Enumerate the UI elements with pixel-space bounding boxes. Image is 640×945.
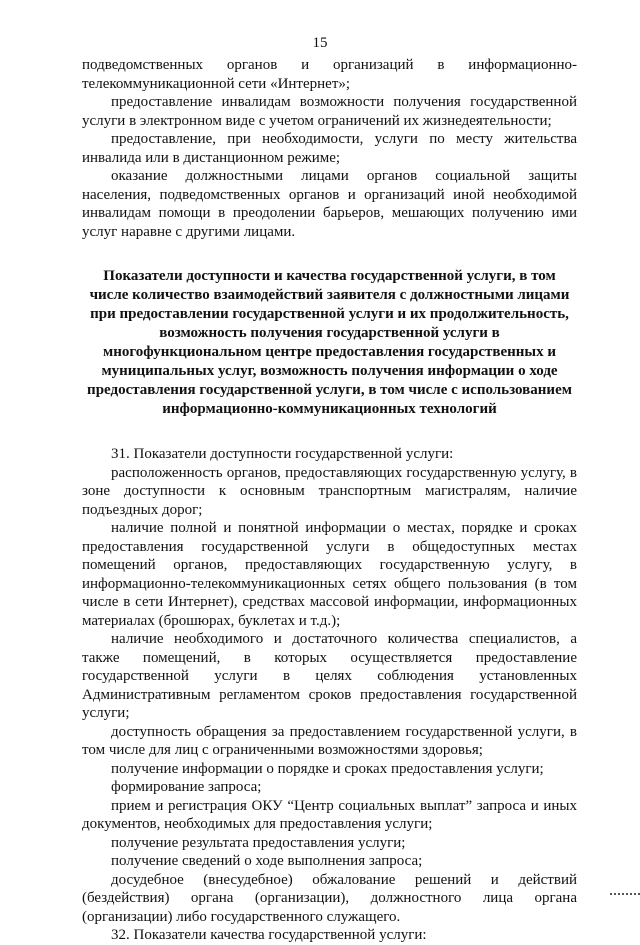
paragraph: получение результата предоставления услуги; — [111, 834, 406, 851]
page-number: 15 — [312, 35, 328, 51]
paragraph: предоставление инвалидам возможности получения государственной услуги в электронном виде с учетом ограничений их жизнедеятельности; — [82, 94, 577, 129]
paragraph: наличие полной и понятной информации о местах, порядке и сроках предоставления государственной услуги в общедоступных местах помещений органов, предоставляющих государственную услугу, в информационно-телекоммуникационных сетях общего пользования (в том числе в сети Интернет), средствах массовой информации, информационных материалах (брошюрах, буклетах и т.д.); — [82, 520, 577, 629]
paragraph: доступность обращения за предоставлением государственной услуги, в том числе для лиц с ограниченными возможностями здоровья; — [82, 723, 577, 758]
paragraph: подведомственных органов и организаций в информационно-телекоммуникационной сети «Интернет»; — [82, 57, 577, 92]
paragraph: расположенность органов, предоставляющих государственную услугу, в зоне доступности к основным транспортным магистралям, наличие подъездных дорог; — [82, 464, 577, 518]
paragraph: формирование запроса; — [111, 779, 262, 795]
paragraph: наличие необходимого и достаточного количества специалистов, а также помещений, в которых осуществляется предоставление государственной услуги в целях соблюдения установленных Административным регламентом сроков предоставления государственной услуги; — [82, 631, 577, 721]
paragraph-item-32: 32. Показатели качества государственной услуги: — [111, 927, 427, 943]
paragraph: оказание должностными лицами органов социальной защиты населения, подведомственных органов и организаций иной необходимой инвалидам помощи в преодолении барьеров, мешающих получению ими услуг наравне с другими лицами. — [82, 168, 577, 240]
paragraph: предоставление, при необходимости, услуги по месту жительства инвалида или в дистанционном режиме; — [82, 131, 577, 166]
scan-edge-mark — [610, 893, 640, 897]
paragraph: получение информации о порядке и сроках предоставления услуги; — [111, 760, 544, 777]
paragraph: получение сведений о ходе выполнения запроса; — [111, 853, 423, 869]
paragraph: досудебное (внесудебное) обжалование решений и действий (бездействия) органа (организации), должностного лица органа (организации) либо государственного служащего. — [82, 871, 577, 925]
paragraph: прием и регистрация ОКУ “Центр социальных выплат” запроса и иных документов, необходимых для предоставления услуги; — [82, 797, 577, 832]
section-heading: Показатели доступности и качества государственной услуги, в том числе количество взаимодействий заявителя с должностными лицами при предоставлении государственной услуги и их продолжительность, возможность получения государственной услуги в многофункциональном центре предоставления государственных и муниципальных услуг, возможность получения информации о ходе предоставления государственной услуги, в том числе с использованием информационно-коммуникационных технологий — [87, 268, 572, 417]
document-body — [82, 56, 577, 945]
paragraph-item-31: 31. Показатели доступности государственной услуги: — [111, 446, 454, 462]
